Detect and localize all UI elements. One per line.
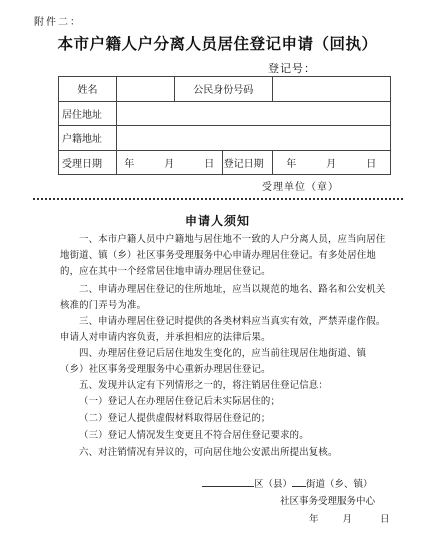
notice-paragraph: （一）登记人在办理居住登记后未实际居住的；: [79, 396, 281, 407]
notice-paragraph: （三）登记人情况发生变更且不符合居住登记要求的。: [79, 430, 309, 441]
month-label: 月: [342, 514, 353, 525]
residence-address-field[interactable]: [117, 101, 391, 126]
form-row-name: [59, 77, 391, 102]
acceptance-date-field[interactable]: 年 月 日: [117, 150, 223, 175]
id-number-label: 公民身份号码: [175, 77, 273, 102]
residence-address-label: 居住地址: [59, 101, 117, 126]
acceptance-date-label: 受理日期: [59, 150, 117, 175]
street-label: 街道（乡、镇）: [306, 479, 373, 490]
form-row-residence: [59, 101, 391, 126]
district-blank[interactable]: [202, 478, 254, 487]
hukou-address-field[interactable]: [117, 126, 391, 151]
street-blank[interactable]: [292, 478, 306, 487]
id-number-field[interactable]: [272, 77, 390, 102]
registration-date-label: 登记日期: [222, 150, 272, 175]
form-row-hukou: [59, 126, 391, 151]
notice-paragraph: 四、办理居住登记后居住地发生变化的，应当前往现居住地街道、镇（乡）社区事务受理服务中心重新办理居住登记。: [60, 348, 367, 375]
notice-paragraph: 一、本市户籍人员中户籍地与居住地不一致的人户分离人员，应当向居住地街道、镇（乡）社区事务受理服务中心申请办理居住登记。有多处居住地的，应在其中一个经常居住地申请办理居住登记。: [60, 234, 386, 277]
registration-date-field[interactable]: 年 月 日: [272, 150, 390, 175]
name-field[interactable]: [117, 77, 175, 102]
cut-line: [33, 198, 403, 200]
notice-paragraph: （二）登记人提供虚假材料取得居住登记的；: [79, 413, 271, 424]
service-center-label: 社区事务受理服务中心: [280, 496, 376, 507]
notice-paragraph: 六、对注销情况有异议的，可向居住地公安派出所提出复核。: [79, 447, 338, 458]
notice-paragraph: 五、发现并认定有下列情形之一的，将注销居住登记信息：: [79, 380, 328, 391]
day-label: 日: [380, 514, 390, 525]
accepting-unit-stamp-label: 受理单位（章）: [262, 182, 339, 193]
notice-paragraph: 二、申请办理居住登记的住所地址，应当以规范的地名、路名和公安机关核准的门弄号为准。: [60, 284, 386, 311]
name-label: 姓名: [59, 77, 117, 102]
page-title: 本市户籍人户分离人员居住登记申请（回执）: [57, 35, 378, 53]
district-label: 区（县）: [254, 479, 293, 490]
hukou-address-label: 户籍地址: [59, 126, 117, 151]
signature-date: [309, 511, 390, 525]
year-label: 年: [309, 514, 319, 525]
form-row-dates: [59, 150, 391, 175]
attachment-label: 附件二：: [34, 17, 82, 28]
notice-title: 申请人须知: [184, 214, 250, 228]
receipt-form-table: [58, 76, 391, 175]
signature-district-line: [202, 476, 373, 490]
notice-paragraph: 三、申请办理居住登记时提供的各类材料应当真实有效，严禁弄虚作假。申请人对申请内容负责，并承担相应的法律后果。: [60, 316, 386, 343]
registration-number-label: 登记号：: [268, 62, 316, 75]
